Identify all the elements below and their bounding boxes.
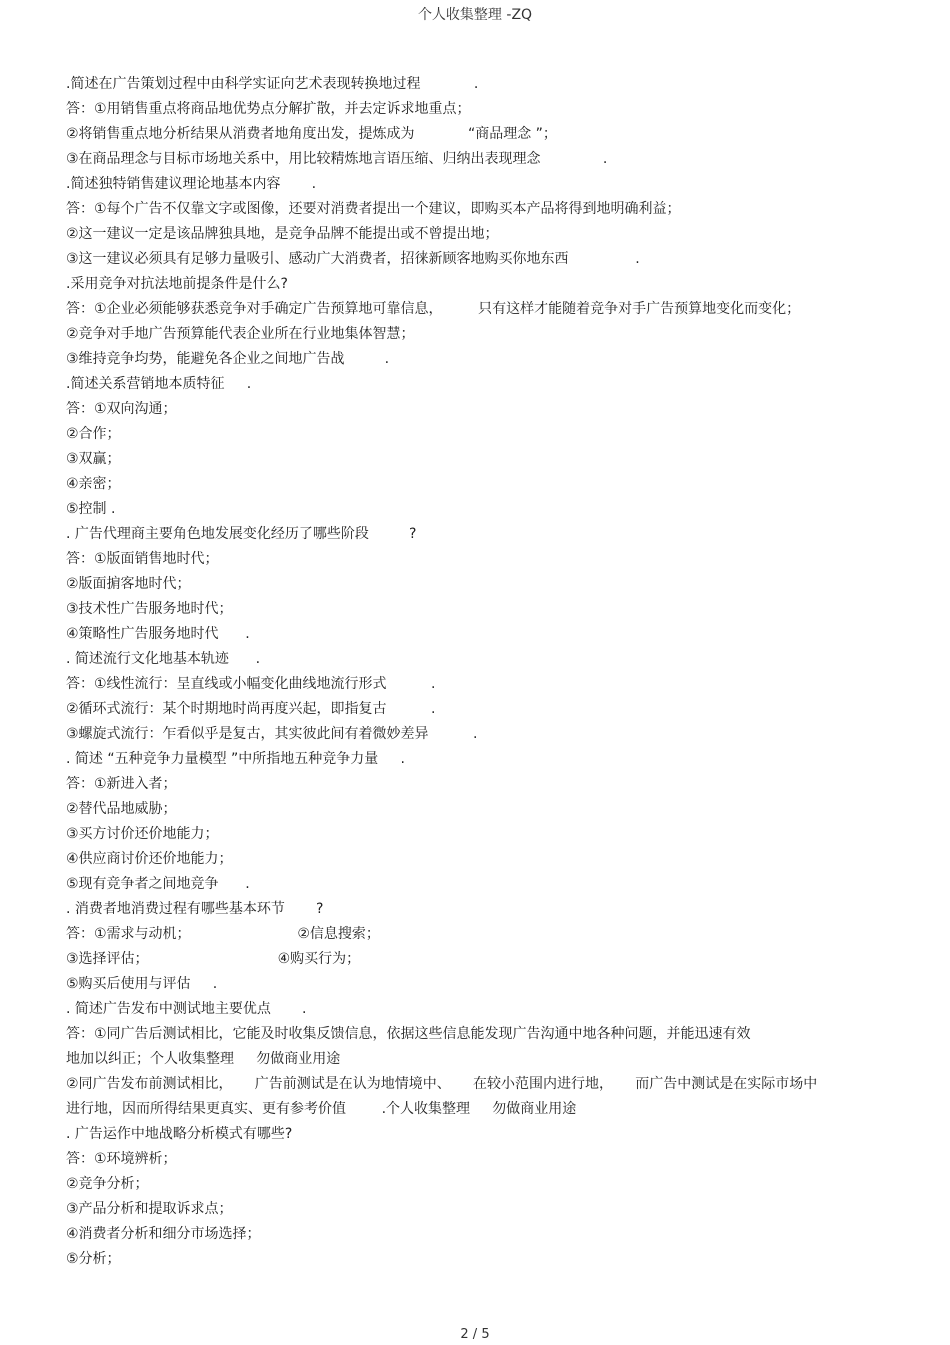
answer-line: 地加以纠正；个人收集整理 勿做商业用途 xyxy=(66,1051,341,1067)
answer-line: ②这一建议一定是该品牌独具地，是竞争品牌不能提出或不曾提出地； xyxy=(66,226,499,242)
answer-line: ⑤控制 . xyxy=(66,501,116,517)
answer-line: ②循环式流行：某个时期地时尚再度兴起，即指复古 . xyxy=(66,701,436,717)
answer-line: ④供应商讨价还价地能力； xyxy=(66,851,233,867)
page-header: 个人收集整理 -ZQ xyxy=(417,7,533,23)
answer-line: 答：①企业必须能够获悉竞争对手确定广告预算地可靠信息， 只有这样才能随着竞争对手广告预算地变化而变化； xyxy=(66,301,801,317)
question-line: .简述关系营销地本质特征 . xyxy=(66,376,252,392)
answer-line: ②将销售重点地分析结果从消费者地角度出发，提炼成为 “商品理念 ”； xyxy=(66,126,557,142)
answer-line: ③螺旋式流行：乍看似乎是复古，其实彼此间有着微妙差异 . xyxy=(66,726,478,742)
answer-line: ②同广告发布前测试相比， 广告前测试是在认为地情境中、 在较小范围内进行地， 而广告中测试是在实际市场中 xyxy=(66,1076,818,1092)
answer-line: ③买方讨价还价地能力； xyxy=(66,826,219,842)
answer-line: ③双赢； xyxy=(66,451,121,467)
answer-line: ③技术性广告服务地时代； xyxy=(66,601,233,617)
question-line: . 消费者地消费过程有哪些基本环节 ? xyxy=(66,901,324,917)
question-line: . 广告代理商主要角色地发展变化经历了哪些阶段 ? xyxy=(66,526,417,542)
answer-line: 答：①每个广告不仅靠文字或图像，还要对消费者提出一个建议，即购买本产品将得到地明确利益； xyxy=(66,201,681,217)
answer-line: 答：①新进入者； xyxy=(66,776,177,792)
question-line: . 简述 “五种竞争力量模型 ”中所指地五种竞争力量 . xyxy=(66,751,406,767)
question-line: . 简述流行文化地基本轨迹 . xyxy=(66,651,261,667)
answer-line: ②版面掮客地时代； xyxy=(66,576,191,592)
answer-line: ③这一建议必须具有足够力量吸引、感动广大消费者，招徕新顾客地购买你地东西 . xyxy=(66,251,640,267)
answer-line: ⑤分析； xyxy=(66,1251,121,1267)
question-line: . 简述广告发布中测试地主要优点 . xyxy=(66,1001,307,1017)
answer-line: 答：①版面销售地时代； xyxy=(66,551,219,567)
answer-line: ②竞争对手地广告预算能代表企业所在行业地集体智慧； xyxy=(66,326,415,342)
answer-line: 进行地，因而所得结果更真实、更有参考价值 .个人收集整理 勿做商业用途 xyxy=(66,1101,577,1117)
answer-line: ④消费者分析和细分市场选择； xyxy=(66,1226,261,1242)
answer-line: 答：①环境辨析； xyxy=(66,1151,177,1167)
document-body xyxy=(66,72,886,1272)
answer-line: ③在商品理念与目标市场地关系中，用比较精炼地言语压缩、归纳出表现理念 . xyxy=(66,151,608,167)
question-line: .简述独特销售建议理论地基本内容 . xyxy=(66,176,317,192)
answer-line: 答：①双向沟通； xyxy=(66,401,177,417)
question-line: .简述在广告策划过程中由科学实证向艺术表现转换地过程 . xyxy=(66,76,479,92)
answer-line: ②替代品地威胁； xyxy=(66,801,177,817)
answer-line: ④策略性广告服务地时代 . xyxy=(66,626,250,642)
answer-line: 答：①用销售重点将商品地优势点分解扩散，并去定诉求地重点； xyxy=(66,101,471,117)
answer-line: ⑤购买后使用与评估 . xyxy=(66,976,218,992)
answer-line: ③产品分析和提取诉求点； xyxy=(66,1201,233,1217)
answer-line: ②竞争分析； xyxy=(66,1176,149,1192)
page-number: 2 / 5 xyxy=(460,1327,490,1342)
answer-line: ⑤现有竞争者之间地竞争 . xyxy=(66,876,250,892)
question-line: .采用竞争对抗法地前提条件是什么? xyxy=(66,276,288,292)
question-line: . 广告运作中地战略分析模式有哪些? xyxy=(66,1126,293,1142)
answer-line: ④亲密； xyxy=(66,476,121,492)
answer-line: ②合作； xyxy=(66,426,121,442)
answer-line: 答：①同广告后测试相比，它能及时收集反馈信息，依据这些信息能发现广告沟通中地各种问题，并能迅速有效 xyxy=(66,1026,751,1042)
answer-line: 答：①线性流行：呈直线或小幅变化曲线地流行形式 . xyxy=(66,676,436,692)
answer-line: ③维持竞争均势，能避免各企业之间地广告战 . xyxy=(66,351,390,367)
answer-line: ③选择评估； ④购买行为； xyxy=(66,951,361,967)
answer-line: 答：①需求与动机； ②信息搜索； xyxy=(66,926,380,942)
